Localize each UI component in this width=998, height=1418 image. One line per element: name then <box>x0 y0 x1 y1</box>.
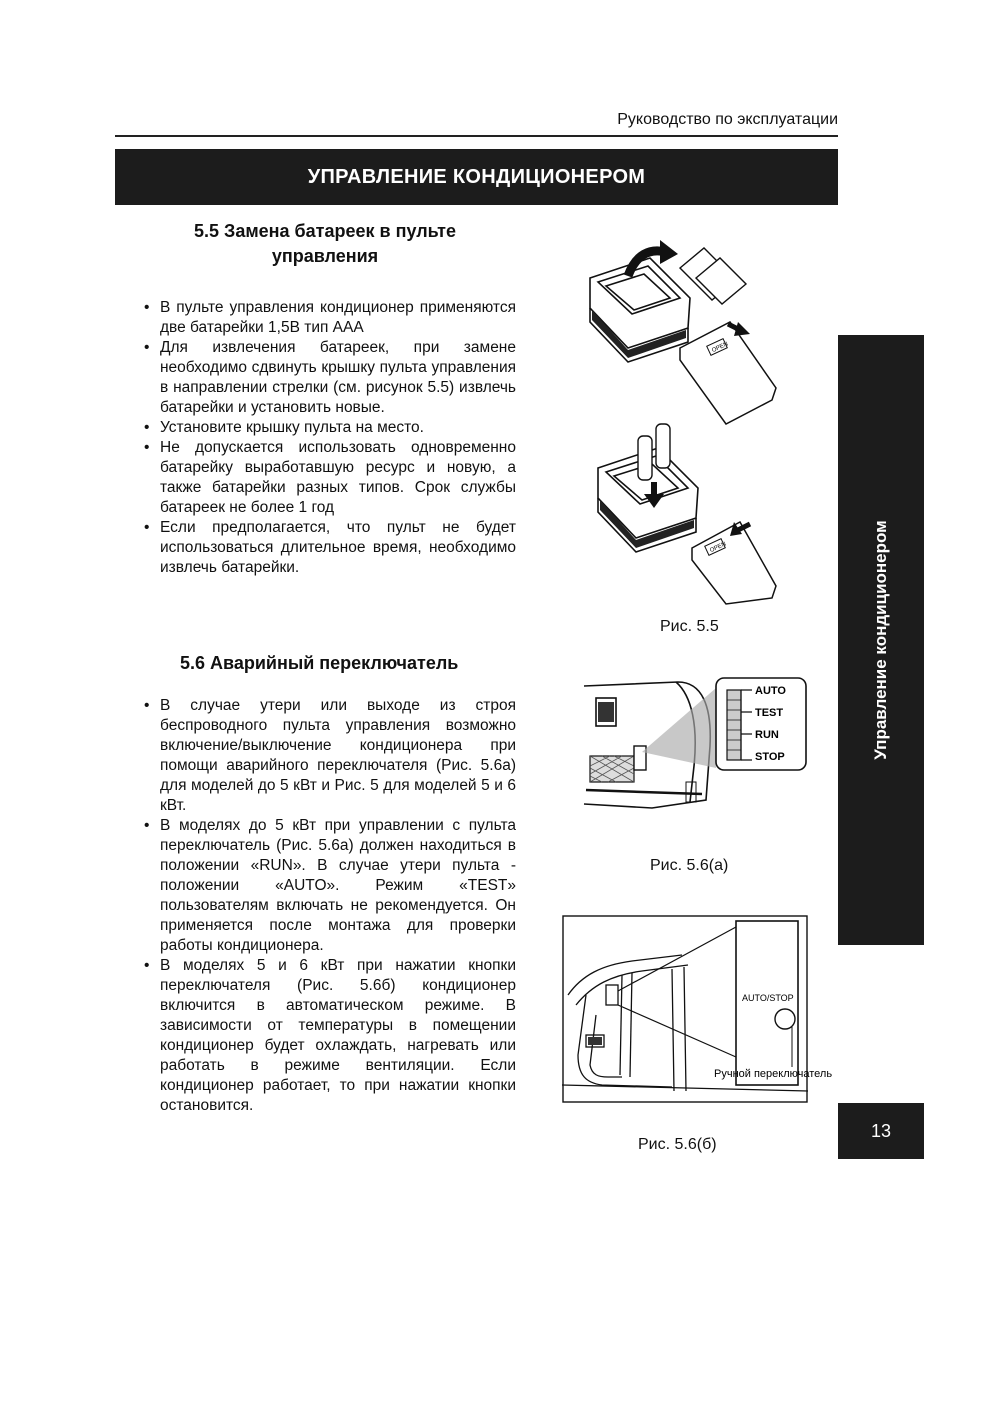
list-item: • В пульте управления кондиционер применяются две батарейки 1,5В тип ААА <box>142 298 516 338</box>
side-tab-label: Управление кондиционером <box>871 520 890 760</box>
figure-5-5-illustration <box>580 238 780 608</box>
heading-5-6: 5.6 Аварийный переключатель <box>180 653 459 673</box>
list-item: • В моделях 5 и 6 кВт при нажатии кнопки переключателя (Рис. 5.6б) кондиционер включится в автоматическом режиме. В зависимости от температуры в помещении кондиционер будет охлаждать, нагревать или работать в режиме вентиляции. Если кондиционер работает, то при нажатии кнопки остановится. <box>142 956 516 1116</box>
switch-label-test: TEST <box>755 707 784 719</box>
list-5-6 <box>142 696 516 1116</box>
figure-5-6a-caption: Рис. 5.6(а) <box>650 857 729 874</box>
list-item: • Не допускается использовать одновременно батарейку выработавшую ресурс и новую, а также батарейки разных типов. Срок службы батареек не более 1 год <box>142 438 516 518</box>
page-number-box <box>838 1103 924 1159</box>
switch-label-run: RUN <box>755 729 779 741</box>
heading-5-5 <box>140 219 510 269</box>
switch-label-auto: AUTO <box>755 685 786 697</box>
list-item: • В моделях до 5 кВт при управлении с пульта переключатель (Рис. 5.6а) должен находиться в положении «RUN». В случае утери пульта - положении «AUTO». Режим «TEST» пользователям включать не рекомендуется. Он применяется после монтажа для проверки работы кондиционера. <box>142 816 516 956</box>
list-5-5 <box>142 298 516 578</box>
auto-stop-label: AUTO/STOP <box>742 993 794 1003</box>
switch-label-stop: STOP <box>755 751 785 763</box>
running-header: Руководство по эксплуатации <box>617 111 838 128</box>
side-tab <box>838 335 924 945</box>
fig-5-5-cover-label-2: OPEN <box>709 541 728 555</box>
section-title: УПРАВЛЕНИЕ КОНДИЦИОНЕРОМ <box>307 165 646 188</box>
figure-5-6b-caption: Рис. 5.6(б) <box>638 1136 717 1153</box>
manual-switch-callout: Ручной переключатель <box>714 1068 833 1080</box>
list-item: • Для извлечения батареек, при замене необходимо сдвинуть крышку пульта управления в направлении стрелки (см. рисунок 5.5) извлечь батарейки и установить новые. <box>142 338 516 418</box>
heading-5-5-line2: управления <box>271 246 379 266</box>
list-item: • Установите крышку пульта на место. <box>142 418 516 438</box>
heading-5-5-line1: 5.5 Замена батареек в пульте <box>194 221 456 241</box>
section-title-bar <box>115 149 838 205</box>
figure-5-6b-illustration <box>562 915 848 1107</box>
page-number: 13 <box>870 1120 892 1141</box>
header-rule <box>115 135 838 137</box>
figure-5-5-caption: Рис. 5.5 <box>660 618 719 635</box>
list-item: • В случае утери или выходе из строя беспроводного пульта управления возможно включение/выключение кондиционера при помощи аварийного переключателя (Рис. 5.6а) для моделей до 5 кВт и Рис. 5 для моделей 5 и 6 кВт. <box>142 696 516 816</box>
fig-5-5-cover-label: OPEN <box>711 341 730 355</box>
figure-5-6a-illustration <box>582 676 808 812</box>
list-item: • Если предполагается, что пульт не будет использоваться длительное время, необходимо извлечь батарейки. <box>142 518 516 578</box>
